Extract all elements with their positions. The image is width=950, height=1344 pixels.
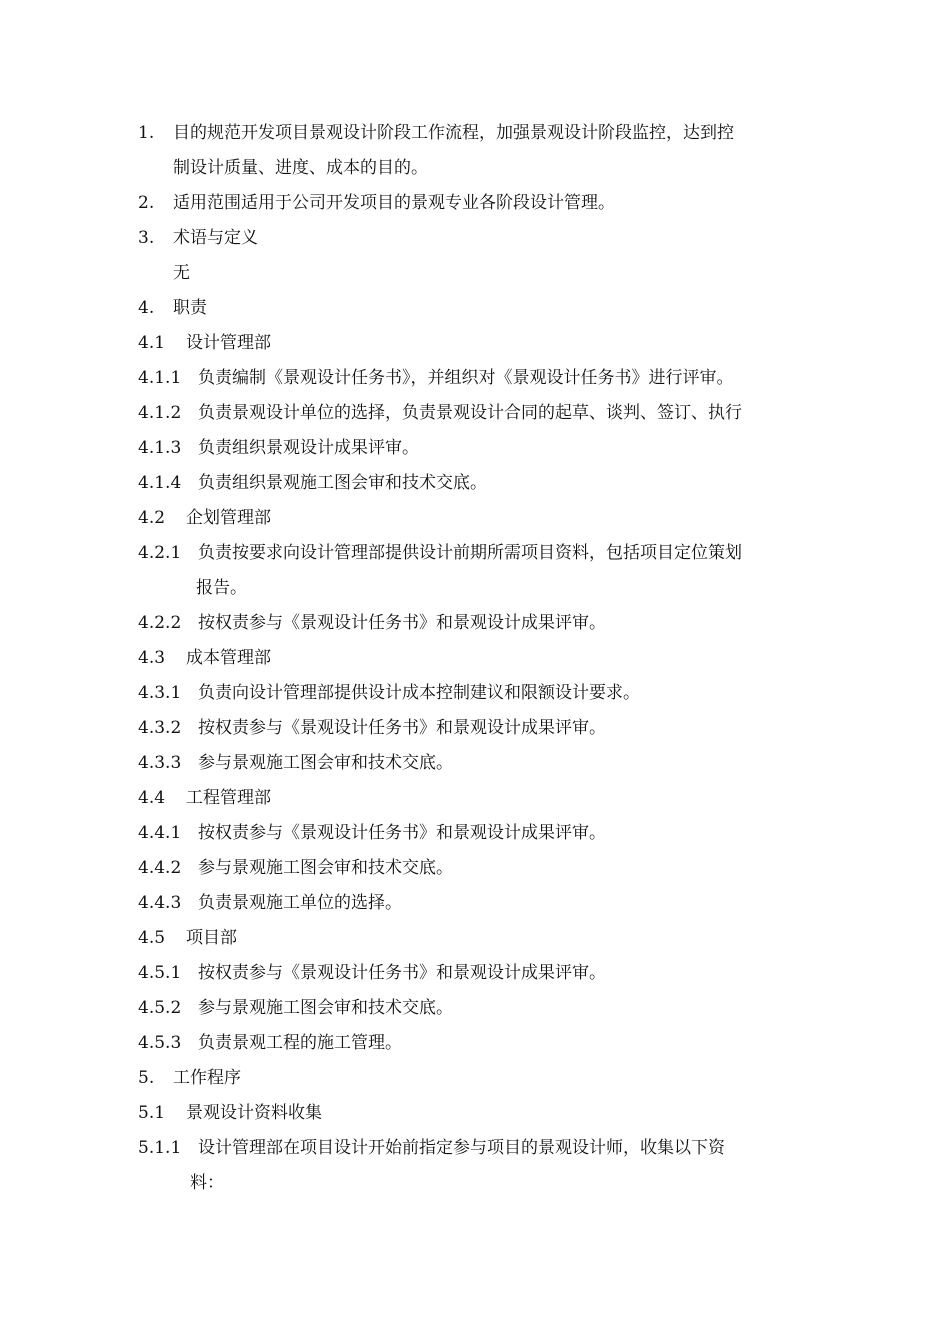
item-text: 成本管理部 [186, 648, 271, 668]
list-item [138, 501, 818, 536]
item-number: 4.2.1 [138, 543, 182, 563]
item-number: 5.1.1 [138, 1138, 182, 1158]
item-number: 4.1.2 [138, 403, 182, 423]
item-text: 设计管理部 [186, 333, 271, 353]
list-item [138, 466, 818, 501]
item-text: 参与景观施工图会审和技术交底。 [198, 753, 453, 773]
item-text: 工程管理部 [186, 788, 271, 808]
list-item [138, 221, 818, 256]
list-item [138, 816, 818, 851]
item-text: 负责组织景观施工图会审和技术交底。 [198, 473, 487, 493]
item-text: 负责景观施工单位的选择。 [198, 893, 402, 913]
item-number: 4.3 [138, 648, 166, 668]
item-text: 目的规范开发项目景观设计阶段工作流程，加强景观设计阶段监控，达到控 [173, 123, 734, 143]
list-item [138, 396, 818, 431]
item-text: 按权责参与《景观设计任务书》和景观设计成果评审。 [198, 963, 606, 983]
item-text: 负责组织景观设计成果评审。 [198, 438, 419, 458]
list-item [138, 886, 818, 921]
item-number: 4.4.1 [138, 823, 182, 843]
item-text: 职责 [173, 298, 207, 318]
item-number: 4.5.3 [138, 1033, 182, 1053]
list-item [138, 291, 818, 326]
item-number: 5. [138, 1068, 155, 1088]
list-item [138, 536, 818, 571]
item-text-continued: 制设计质量、进度、成本的目的。 [173, 158, 428, 178]
list-item [138, 431, 818, 466]
list-item [138, 116, 818, 151]
list-item [138, 1131, 818, 1166]
item-text: 参与景观施工图会审和技术交底。 [198, 858, 453, 878]
item-number: 4.1.1 [138, 368, 182, 388]
list-item [138, 746, 818, 781]
list-item-continuation [138, 571, 818, 606]
item-text: 企划管理部 [186, 508, 271, 528]
item-number: 4.5 [138, 928, 166, 948]
document-body [138, 116, 818, 1201]
list-item-continuation [138, 151, 818, 186]
list-item [138, 956, 818, 991]
item-number: 4.4.2 [138, 858, 182, 878]
item-number: 1. [138, 123, 155, 143]
item-number: 4.3.3 [138, 753, 182, 773]
item-text: 按权责参与《景观设计任务书》和景观设计成果评审。 [198, 823, 606, 843]
list-item [138, 361, 818, 396]
list-item [138, 326, 818, 361]
item-number: 4.1 [138, 333, 166, 353]
item-text: 适用范围适用于公司开发项目的景观专业各阶段设计管理。 [173, 193, 615, 213]
item-text-continued: 报告。 [196, 578, 247, 598]
list-item [138, 711, 818, 746]
list-item [138, 606, 818, 641]
item-number: 4.4.3 [138, 893, 182, 913]
list-item [138, 851, 818, 886]
item-text-continued: 料： [190, 1173, 224, 1193]
list-item [138, 1026, 818, 1061]
item-number: 4.2.2 [138, 613, 182, 633]
item-text: 按权责参与《景观设计任务书》和景观设计成果评审。 [198, 718, 606, 738]
item-number: 5.1 [138, 1103, 166, 1123]
item-text: 设计管理部在项目设计开始前指定参与项目的景观设计师，收集以下资 [198, 1138, 725, 1158]
item-number: 4.3.2 [138, 718, 182, 738]
item-text: 项目部 [186, 928, 237, 948]
item-text: 负责编制《景观设计任务书》，并组织对《景观设计任务书》进行评审。 [198, 368, 734, 388]
item-text: 参与景观施工图会审和技术交底。 [198, 998, 453, 1018]
item-text: 按权责参与《景观设计任务书》和景观设计成果评审。 [198, 613, 606, 633]
list-item [138, 256, 818, 291]
list-item [138, 781, 818, 816]
item-text: 负责景观工程的施工管理。 [198, 1033, 402, 1053]
item-number: 4. [138, 298, 155, 318]
item-number: 4.5.1 [138, 963, 182, 983]
item-text: 术语与定义 [173, 228, 258, 248]
list-item [138, 676, 818, 711]
list-item [138, 641, 818, 676]
item-text: 景观设计资料收集 [186, 1103, 322, 1123]
item-text: 无 [173, 263, 190, 283]
item-number: 4.5.2 [138, 998, 182, 1018]
item-number: 4.1.4 [138, 473, 182, 493]
list-item [138, 1061, 818, 1096]
list-item [138, 991, 818, 1026]
item-text: 负责向设计管理部提供设计成本控制建议和限额设计要求。 [198, 683, 640, 703]
item-number: 2. [138, 193, 155, 213]
list-item-continuation [138, 1166, 818, 1201]
item-text: 工作程序 [173, 1068, 241, 1088]
item-number: 4.2 [138, 508, 166, 528]
item-text: 负责按要求向设计管理部提供设计前期所需项目资料，包括项目定位策划 [198, 543, 742, 563]
list-item [138, 921, 818, 956]
item-number: 4.1.3 [138, 438, 182, 458]
list-item [138, 1096, 818, 1131]
item-number: 3. [138, 228, 155, 248]
item-number: 4.4 [138, 788, 166, 808]
list-item [138, 186, 818, 221]
item-text: 负责景观设计单位的选择，负责景观设计合同的起草、谈判、签订、执行 [198, 403, 742, 423]
item-number: 4.3.1 [138, 683, 182, 703]
